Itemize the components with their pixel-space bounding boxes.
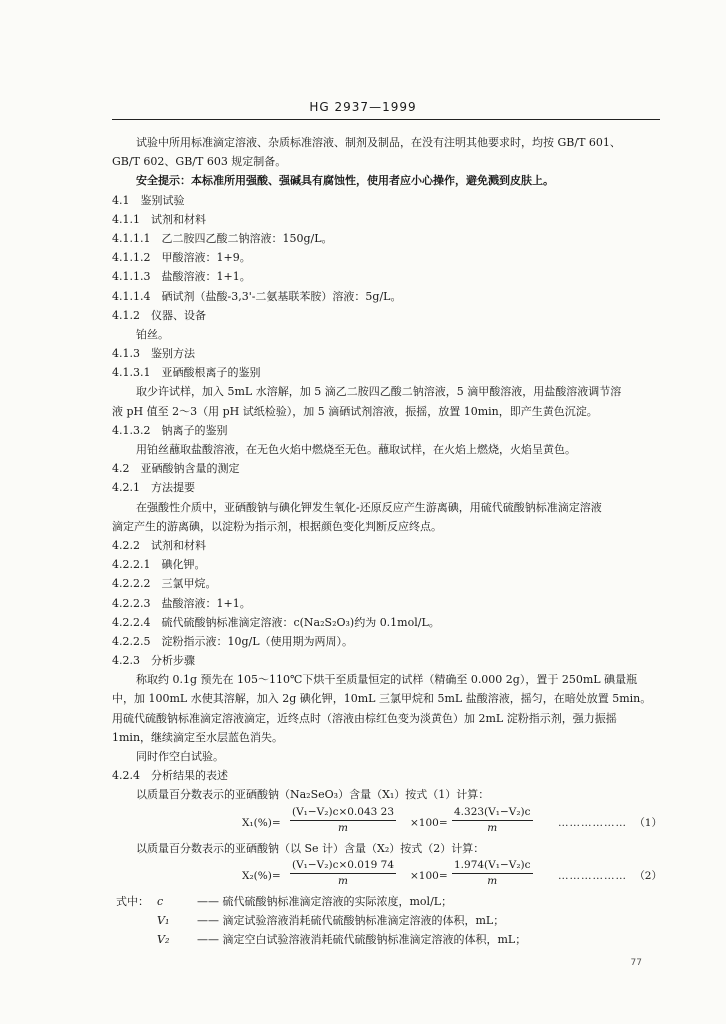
eq2-fraction-2 — [452, 858, 533, 889]
text-line: 4.1.3.1 亚硒酸根离子的鉴别 — [112, 366, 261, 380]
text-line: 4.1.2 仪器、设备 — [112, 308, 206, 322]
text-line: 4.1.1 试剂和材料 — [112, 212, 206, 226]
definition-symbol: c — [157, 894, 164, 908]
eq1-numerator-2: 4.323(V₁−V₂)c — [452, 805, 533, 821]
page-number: 77 — [630, 958, 642, 968]
text-line: 4.2.1 方法提要 — [112, 481, 195, 495]
variable-definitions — [112, 892, 668, 950]
eq2-numerator-2: 1.974(V₁−V₂)c — [452, 858, 533, 874]
eq2-intro: 以质量百分数表示的亚硒酸钠（以 Se 计）含量（X₂）按式（2）计算： — [136, 841, 485, 855]
eq2-denominator-1: m — [338, 874, 348, 887]
text-line: 4.1.1.2 甲酸溶液：1+9。 — [112, 251, 251, 265]
eq2-leader-dots: ……………… — [558, 869, 627, 882]
text-line: 4.2.2.5 淀粉指示液：10g/L（使用期为两周）。 — [112, 634, 354, 648]
text-line: 用硫代硫酸钠标准滴定溶液滴定，近终点时（溶液由棕红色变为淡黄色）加 2mL 淀粉指示剂，强力振摇 — [112, 711, 617, 725]
eq1-lhs: X₁(%)= — [242, 816, 281, 829]
eq1-times: ×100= — [410, 816, 448, 829]
eq1-denominator-1: m — [338, 821, 348, 834]
definition-symbol: V₁ — [157, 913, 170, 927]
text-line: 4.1 鉴别试验 — [112, 193, 185, 207]
body-paragraphs — [112, 133, 668, 805]
text-line: 以质量百分数表示的亚硒酸钠（Na₂SeO₃）含量（X₁）按式（1）计算： — [136, 788, 490, 802]
definition-text: —— 硫代硫酸钠标准滴定溶液的实际浓度，mol/L； — [197, 894, 453, 908]
text-line: 4.2.2.3 盐酸溶液：1+1。 — [112, 596, 251, 610]
header-rule — [112, 119, 660, 120]
definition-text: —— 滴定试验溶液消耗硫代硫酸钠标准滴定溶液的体积，mL； — [197, 913, 505, 927]
text-line: 4.2.2.4 硫代硫酸钠标准滴定溶液：c(Na₂S₂O₃)约为 0.1mol/L。 — [112, 615, 440, 629]
text-line: 4.1.3.2 钠离子的鉴别 — [112, 423, 228, 437]
eq2-fraction-1 — [290, 858, 396, 889]
text-line: 同时作空白试验。 — [136, 750, 224, 763]
text-line: 4.1.1.4 硒试剂（盐酸-3,3'-二氨基联苯胺）溶液：5g/L。 — [112, 289, 402, 303]
equation-2 — [112, 858, 668, 892]
eq2-lhs: X₂(%)= — [242, 869, 281, 882]
eq2-number: （2） — [634, 869, 662, 882]
text-line: 1min，继续滴定至水层蓝色消失。 — [112, 730, 284, 744]
eq2-denominator-2: m — [487, 874, 498, 887]
text-line: 4.1.1.3 盐酸溶液：1+1。 — [112, 270, 251, 284]
eq1-fraction-2 — [452, 805, 533, 836]
equation-1 — [112, 805, 668, 839]
definition-label: 式中： — [116, 894, 149, 908]
definition-row — [112, 892, 668, 911]
eq1-denominator-2: m — [487, 821, 498, 834]
text-line: 4.2 亚硒酸钠含量的测定 — [112, 462, 240, 476]
text-line: 液 pH 值至 2～3（用 pH 试纸检验），加 5 滴硒试剂溶液，振摇，放置 10min，即产生黄色沉淀。 — [112, 404, 598, 418]
eq2-numerator-1: (V₁−V₂)c×0.019 74 — [290, 858, 396, 874]
text-line: 4.2.2.1 碘化钾。 — [112, 558, 206, 572]
eq1-number: （1） — [634, 816, 662, 829]
text-line: 取少许试样，加入 5mL 水溶解，加 5 滴乙二胺四乙酸二钠溶液，5 滴甲酸溶液，用盐酸溶液调节溶 — [136, 385, 622, 399]
eq2-times: ×100= — [410, 869, 448, 882]
text-line: 中，加 100mL 水使其溶解，加入 2g 碘化钾，10mL 三氯甲烷和 5mL 盐酸溶液，摇匀，在暗处放置 5min。 — [112, 692, 652, 706]
standard-code-header: HG 2937—1999 — [309, 100, 417, 114]
text-line: 安全提示：本标准所用强酸、强碱具有腐蚀性，使用者应小心操作，避免溅到皮肤上。 — [136, 174, 554, 188]
text-line: 称取约 0.1g 预先在 105～110℃下烘干至质量恒定的试样（精确至 0.000 2g），置于 250mL 碘量瓶 — [136, 673, 638, 687]
text-line: 4.1.1.1 乙二胺四乙酸二钠溶液：150g/L。 — [112, 231, 333, 245]
text-line: 4.2.2 试剂和材料 — [112, 538, 206, 552]
text-line: 4.1.3 鉴别方法 — [112, 347, 195, 361]
text-line: 试验中所用标准滴定溶液、杂质标准溶液、制剂及制品，在没有注明其他要求时，均按 GB/T 601、 — [136, 136, 621, 149]
definition-row — [112, 930, 668, 949]
definition-row — [112, 911, 668, 930]
definition-text: —— 滴定空白试验溶液消耗硫代硫酸钠标准滴定溶液的体积，mL； — [197, 933, 527, 947]
text-line: 在强酸性介质中，亚硒酸钠与碘化钾发生氧化-还原反应产生游离碘，用硫代硫酸钠标准滴定溶液 — [136, 500, 602, 514]
definition-symbol: V₂ — [157, 933, 170, 947]
eq1-leader-dots: ……………… — [558, 816, 627, 829]
text-line: 铂丝。 — [136, 327, 169, 341]
text-line: GB/T 602、GB/T 603 规定制备。 — [112, 155, 287, 169]
text-line: 用铂丝蘸取盐酸溶液，在无色火焰中燃烧至无色。蘸取试样，在火焰上燃烧，火焰呈黄色。 — [136, 443, 576, 456]
text-line: 4.2.4 分析结果的表述 — [112, 769, 228, 783]
document-body — [112, 133, 668, 949]
text-line: 4.2.3 分析步骤 — [112, 654, 195, 668]
eq1-fraction-1 — [290, 805, 396, 836]
text-line: 滴定产生的游离碘，以淀粉为指示剂，根据颜色变化判断反应终点。 — [112, 519, 442, 533]
eq1-numerator-1: (V₁−V₂)c×0.043 23 — [290, 805, 396, 821]
text-line: 4.2.2.2 三氯甲烷。 — [112, 577, 217, 591]
